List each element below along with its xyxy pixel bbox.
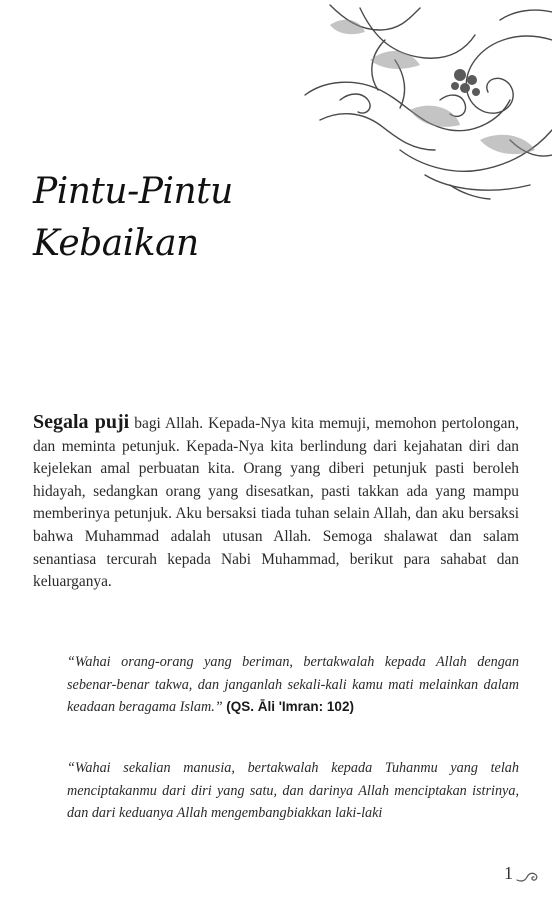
chapter-title bbox=[33, 166, 233, 270]
body-paragraph-text: bagi Allah. Kepada-Nya kita memuji, memohon pertolongan, dan meminta petunjuk. Kepada-Nya kita berlindung dari kejahatan diri dan kejelekan amal perbuatan kita. Orang yang diberi petunjuk pasti beroleh hidayah, sedangkan orang yang disesatkan, pasti takkan ada yang mampu memberinya petunjuk. Aku bersaksi tiada tuhan selain Allah, dan aku bersaksi bahwa Muhammad adalah utusan Allah. Semoga shalawat dan salam senantiasa tercurah kepada Nabi Muhammad, berikut para sahabat dan keluarganya. bbox=[33, 415, 519, 591]
quote-block bbox=[67, 651, 519, 719]
page-number-label: 1 bbox=[504, 863, 513, 883]
flourish-icon bbox=[516, 868, 538, 884]
floral-ornament-icon bbox=[300, 0, 552, 200]
quote-reference: (QS. Āli 'Imran: 102) bbox=[226, 699, 354, 715]
quote-text: “Wahai sekalian manusia, bertakwalah kepada Tuhanmu yang telah menciptakanmu dari diri yang satu, dan darinya Allah menciptakan istrinya, dan dari keduanya Allah mengembangbiakkan laki-laki bbox=[67, 760, 519, 822]
page-number bbox=[504, 863, 538, 884]
lead-words: Segala puji bbox=[33, 411, 130, 433]
chapter-title-line-1: Pintu-Pintu bbox=[33, 171, 233, 212]
chapter-title-line-2: Kebaikan bbox=[33, 223, 199, 264]
body-paragraph bbox=[33, 411, 519, 594]
quote-text: “Wahai orang-orang yang beriman, bertakwalah kepada Allah dengan sebenar-benar takwa, dan janganlah sekali-kali kamu mati melainkan dalam keadaan beragama Islam.” bbox=[67, 654, 519, 716]
quote-block bbox=[67, 757, 519, 825]
